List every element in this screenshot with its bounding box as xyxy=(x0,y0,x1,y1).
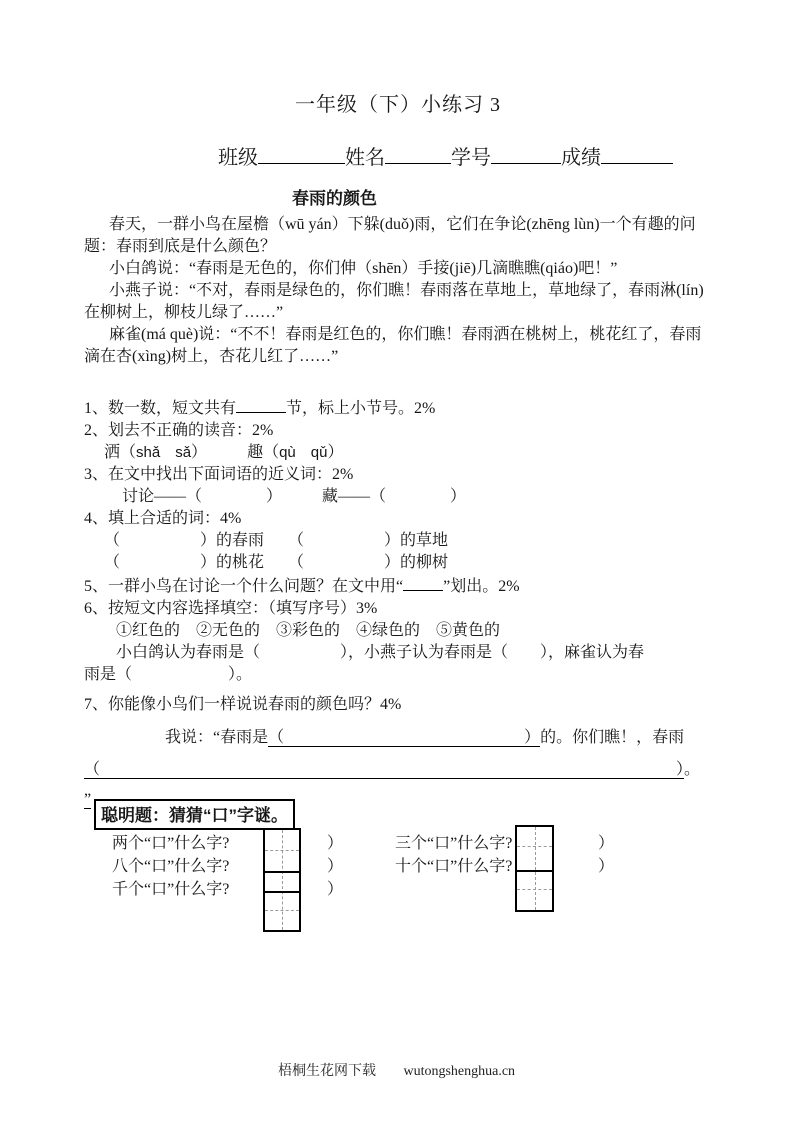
question-7-answer-line-1: 我说：“春雨是（ ）的。你们瞧！，春雨 xyxy=(165,729,685,746)
pinyin-sha-sa: shǎ sǎ xyxy=(136,444,192,461)
footer-site-url: wutongshenghua.cn xyxy=(403,1064,516,1079)
grid-solid-line xyxy=(517,870,552,872)
name-blank-line xyxy=(385,143,451,164)
footer-site-name: 梧桐生花网下载 xyxy=(277,1064,376,1079)
question-5-blank-line xyxy=(403,574,443,591)
bonus-question-two-mouths: 两个“口”什么字? xyxy=(112,835,230,852)
bonus-question-eight-mouths: 八个“口”什么字? xyxy=(112,858,230,875)
question-1-blank-line xyxy=(236,396,286,413)
question-6-fill-line-2: 雨是（ ）。 xyxy=(84,666,253,683)
question-7: 7、你能像小鸟们一样说说春雨的颜色吗？4% xyxy=(84,696,402,713)
question-7-blank-2: （ ） xyxy=(84,761,685,778)
name-label: 姓名 xyxy=(345,147,385,169)
grid-solid-line xyxy=(265,891,299,893)
grid-dashed-line xyxy=(517,889,552,890)
worksheet-content xyxy=(84,0,712,811)
bonus-question-three-mouths: 三个“口”什么字? xyxy=(395,835,513,852)
passage-title: 春雨的颜色 xyxy=(292,189,377,208)
question-4-fill-line-2: （ ）的桃花 （ ）的柳树 xyxy=(104,554,449,571)
answer-grid-right xyxy=(515,825,554,912)
bonus-question-thousand-mouths: 千个“口”什么字? xyxy=(112,881,230,898)
question-1: 1、数一数，短文共有 节，标上小节号。2% xyxy=(84,396,712,420)
question-2: 2、划去不正确的读音：2% xyxy=(84,422,274,439)
page-footer xyxy=(0,1060,793,1080)
question-5: 5、一群小鸟在讨论一个什么问题？在文中用“ ”划出。2% xyxy=(84,574,712,598)
question-2-choices: 洒（shǎ sǎ） 趣（qù qǔ） xyxy=(104,444,344,461)
question-6-options: ①红色的 ②无色的 ③彩色的 ④绿色的 ⑤黄色的 xyxy=(116,622,501,639)
passage-paragraph-2: 小白鸽说：“春雨是无色的，你们伸（shēn）手接(jiē)几滴瞧瞧(qiáo)吧！” xyxy=(109,260,618,277)
answer-grid-left xyxy=(263,828,301,932)
close-paren: ） xyxy=(327,858,344,875)
doc-title: 一年级（下）小练习 3 xyxy=(295,94,501,116)
question-4-fill-line-1: （ ）的春雨 （ ）的草地 xyxy=(104,532,449,549)
question-6: 6、按短文内容选择填空：（填写序号）3% xyxy=(84,600,378,617)
question-3-fill-line: 讨论——（ ） 藏——（ ） xyxy=(122,488,467,505)
student-number-label: 学号 xyxy=(451,147,491,169)
question-3: 3、在文中找出下面词语的近义词：2% xyxy=(84,466,354,483)
student-info-row xyxy=(84,141,712,170)
grid-dashed-line xyxy=(265,910,299,911)
bonus-box-title: 聪明题：猜猜“口”字谜。 xyxy=(94,799,295,830)
score-label: 成绩 xyxy=(561,147,601,169)
bonus-section xyxy=(84,799,712,959)
question-4: 4、填上合适的词：4% xyxy=(84,510,242,527)
grid-dashed-vertical xyxy=(535,827,536,910)
grid-solid-line xyxy=(265,871,299,873)
pinyin-qu-qu: qù qǔ xyxy=(279,444,328,461)
grid-dashed-line xyxy=(265,850,299,851)
close-paren: ） xyxy=(598,835,615,852)
passage-paragraph-4: 麻雀(má què)说：“不不！春雨是红色的，你们瞧！春雨洒在桃树上，桃花红了，春雨滴在杏(xìng)树上，杏花儿红了……” xyxy=(84,326,702,365)
question-7-blank-1: （ ） xyxy=(268,729,541,746)
student-number-blank-line xyxy=(491,143,561,164)
bonus-question-ten-mouths: 十个“口”什么字? xyxy=(395,858,513,875)
question-6-fill-line-1: 小白鸽认为春雨是（ ），小燕子认为春雨是（ ），麻雀认为春 xyxy=(116,644,645,661)
close-paren: ） xyxy=(327,835,344,852)
passage-paragraph-1: 春天，一群小鸟在屋檐（wū yán）下躲(duǒ)雨，它们在争论(zhēng lùn)一个有趣的问题：春雨到底是什么颜色？ xyxy=(84,216,696,255)
grid-dashed-vertical xyxy=(282,830,283,930)
class-blank-line xyxy=(258,143,345,164)
question-list xyxy=(84,396,712,811)
passage-paragraph-3: 小燕子说：“不对，春雨是绿色的，你们瞧！春雨落在草地上，草地绿了，春雨淋(lín)在柳树上，柳枝儿绿了……” xyxy=(84,282,704,321)
close-paren: ） xyxy=(598,858,615,875)
score-blank-line xyxy=(601,143,673,164)
grid-dashed-line xyxy=(517,846,552,847)
question-7-closing-quote: ” xyxy=(84,791,92,808)
class-label: 班级 xyxy=(218,147,258,169)
close-paren: ） xyxy=(327,881,344,898)
question-7-answer-line-2: （ ）。 xyxy=(84,761,701,778)
